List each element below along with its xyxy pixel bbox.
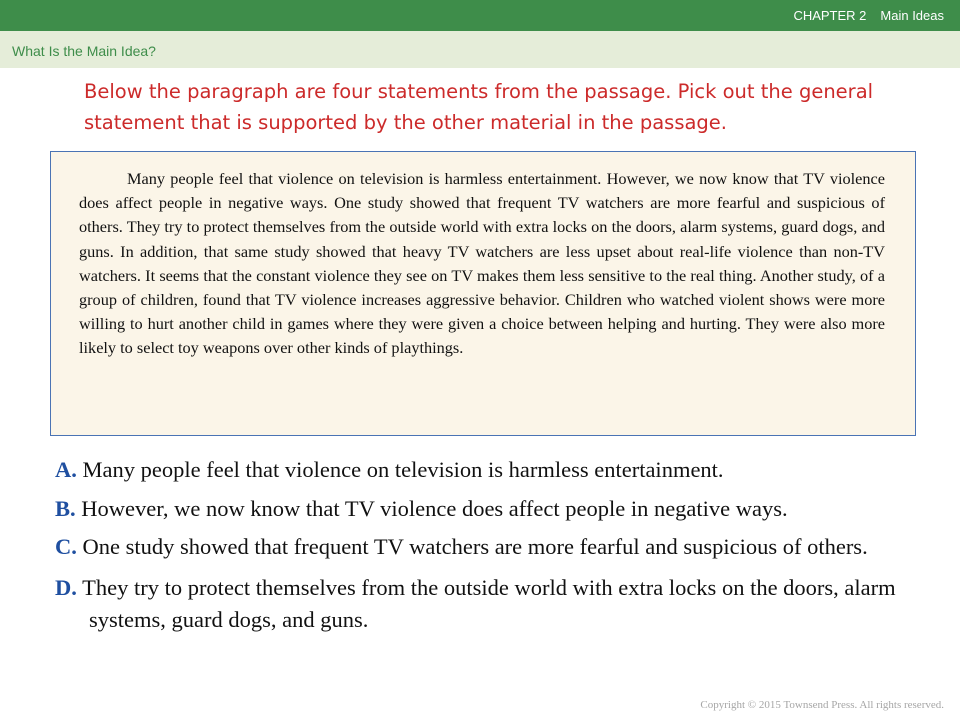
choice-d-text: They try to protect themselves from the outside world with extra locks on the doors, alarm systems, guard dogs, and guns. [82,575,896,632]
choice-a[interactable] [55,454,935,486]
copyright-notice: Copyright © 2015 Townsend Press. All rights reserved. [700,699,944,711]
section-header-bar [0,31,960,68]
choice-d[interactable] [55,572,935,636]
chapter-number: CHAPTER 2 [793,8,867,23]
choice-d-letter: D. [55,575,77,600]
top-header-bar [0,0,960,31]
answer-choices [55,454,935,642]
choice-c-text: One study showed that frequent TV watchers are more fearful and suspicious of others. [82,534,868,559]
section-title: What Is the Main Idea? [12,43,156,59]
choice-b-text: However, we now know that TV violence does affect people in negative ways. [81,496,788,521]
chapter-label [793,8,944,23]
choice-c-letter: C. [55,534,77,559]
passage-box [50,151,916,436]
passage-paragraph: Many people feel that violence on television is harmless entertainment. However, we now know that TV violence does affect people in negative ways. One study showed that frequent TV watchers are more fearful and suspicious of others. They try to protect themselves from the outside world with extra locks on the doors, alarm systems, guard dogs, and guns. In addition, that same study showed that heavy TV watchers are less upset about real-life violence than non-TV watchers. It seems that the constant violence they see on TV makes them less sensitive to the real thing. Another study, of a group of children, found that TV violence increases aggressive behavior. Children who watched violent shows were more willing to hurt another child in games where they were given a choice between helping and hurting. They were also more likely to select toy weapons over other kinds of playthings. [79,169,885,358]
choice-b[interactable] [55,493,935,525]
choice-a-letter: A. [55,457,77,482]
choice-b-letter: B. [55,496,76,521]
instruction-text: Below the paragraph are four statements from the passage. Pick out the general statement that is supported by the other material in the passage. [84,80,874,134]
chapter-title: Main Ideas [880,8,944,23]
choice-a-text: Many people feel that violence on television is harmless entertainment. [82,457,724,482]
choice-c[interactable] [55,531,935,563]
